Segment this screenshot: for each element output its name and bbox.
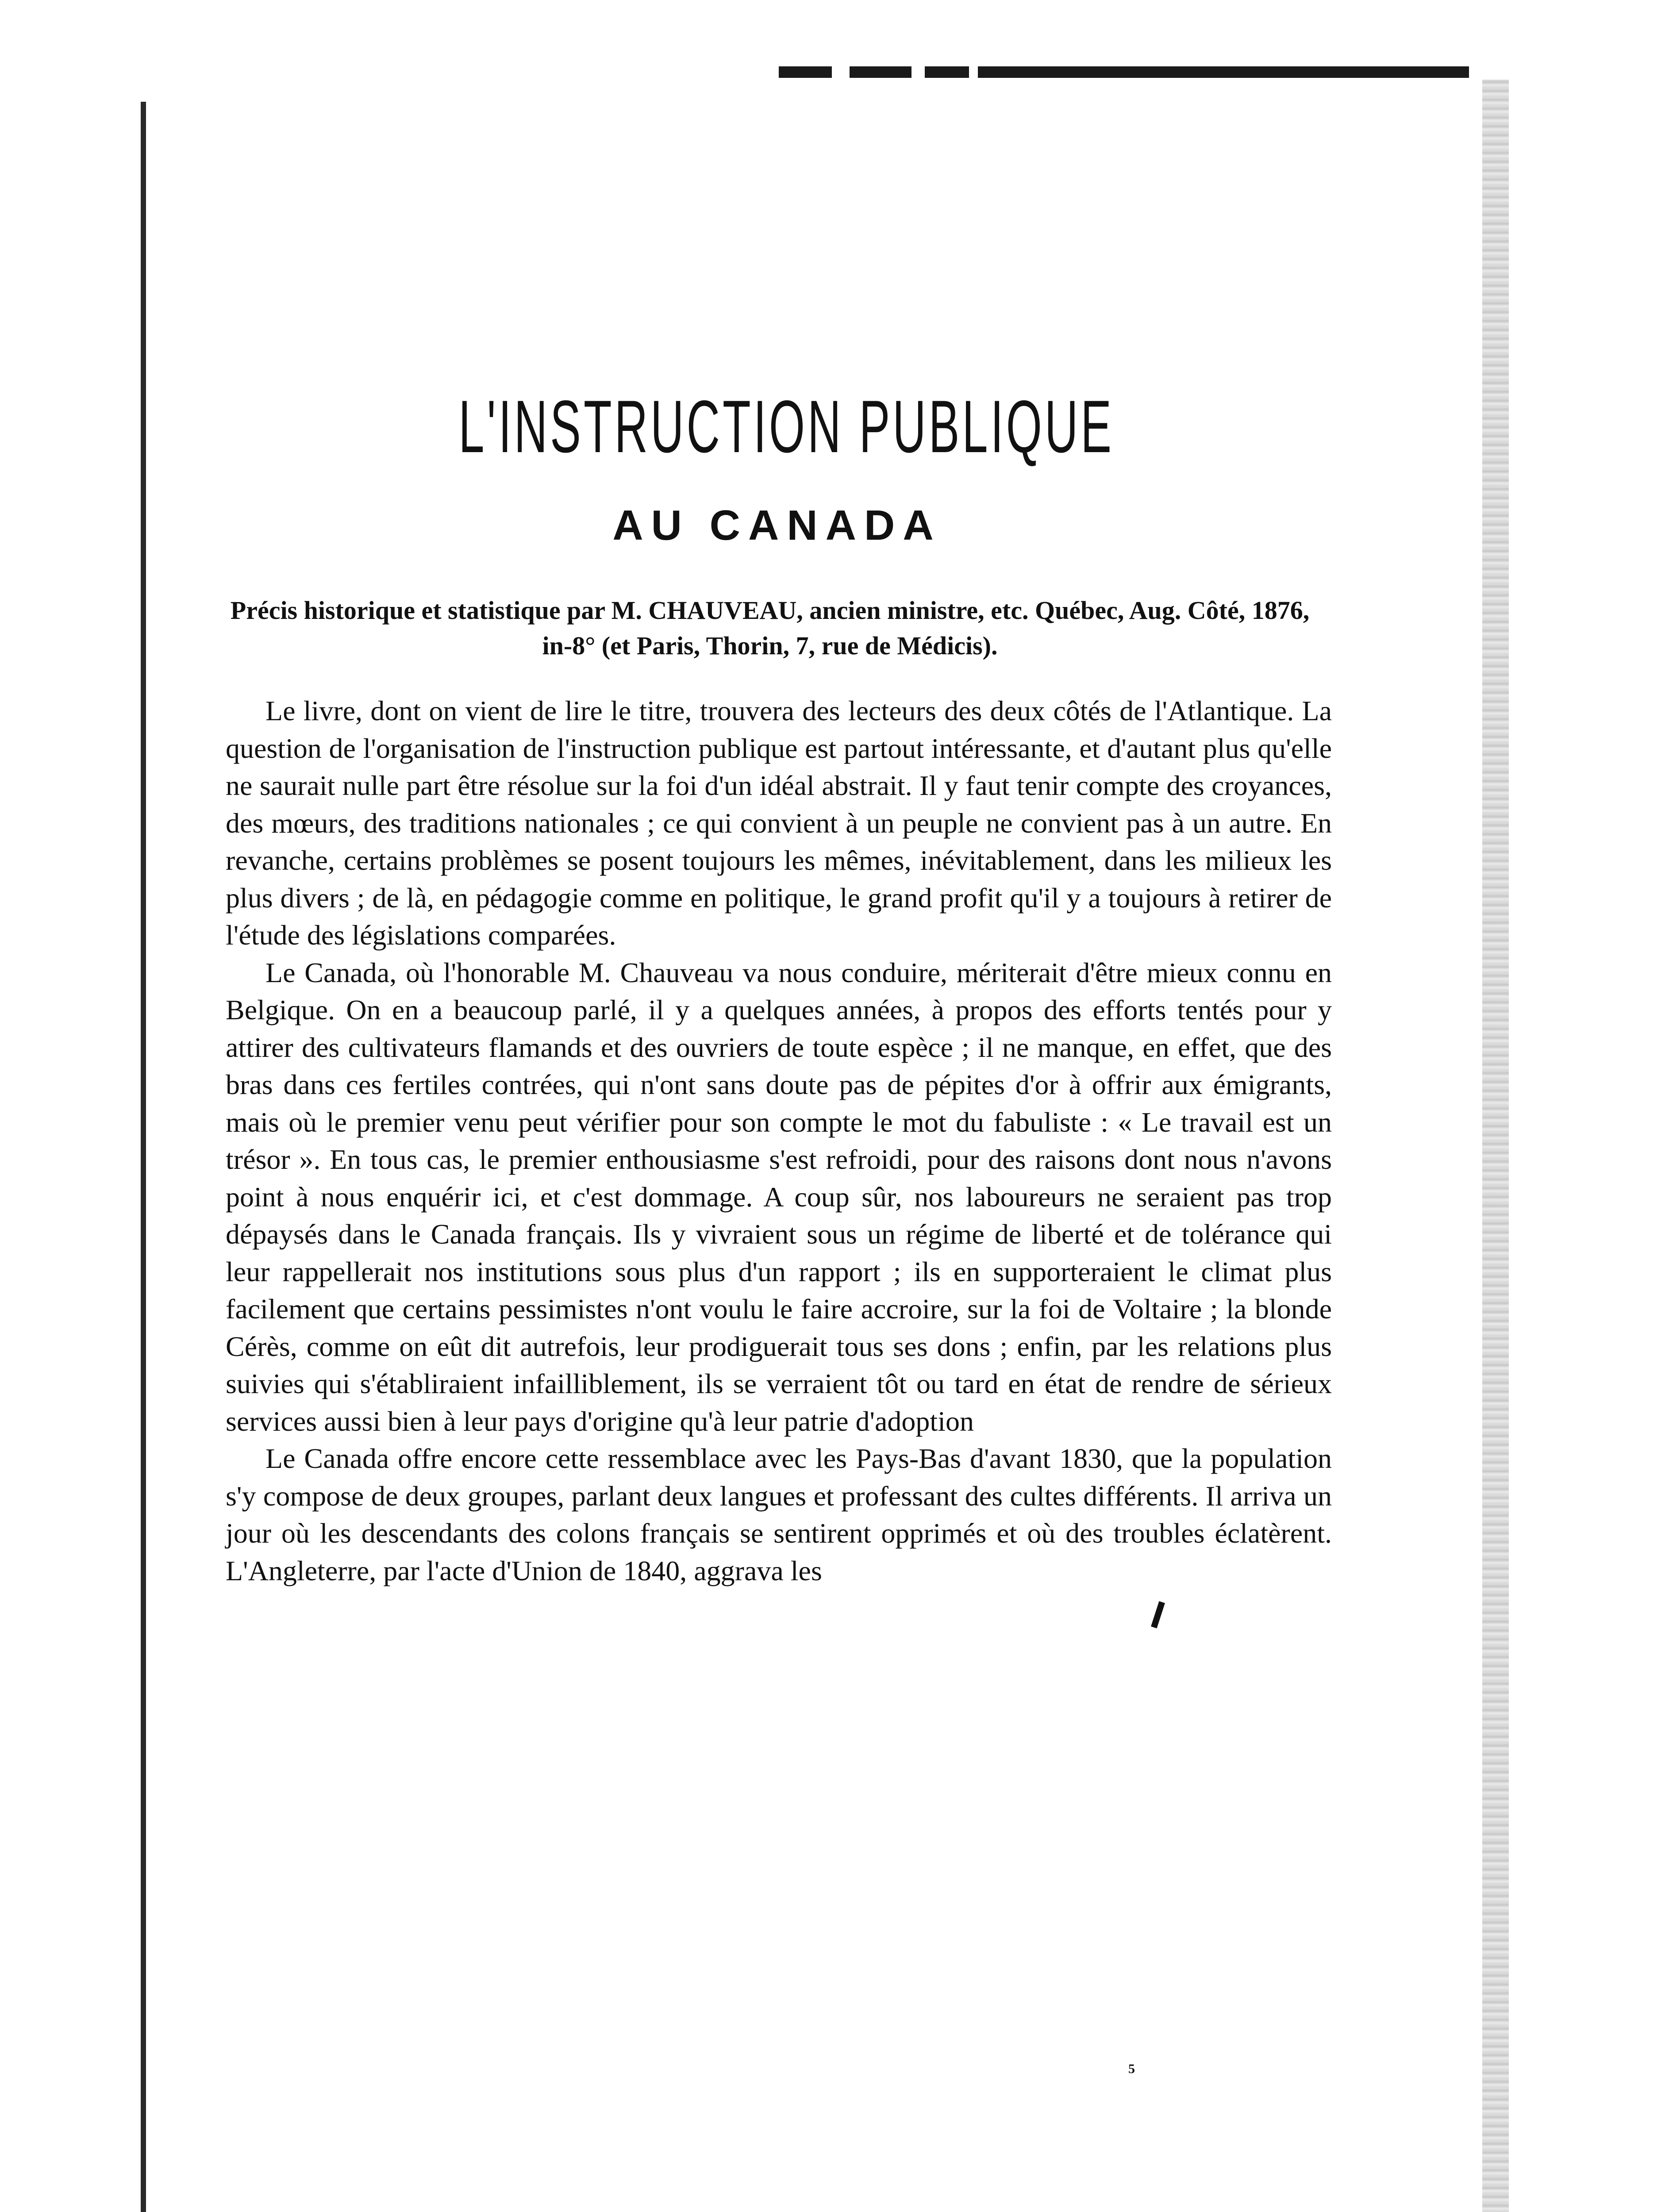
ink-mark — [1151, 1601, 1165, 1628]
scan-top-rule-gap — [969, 66, 978, 78]
page-subtitle: AU CANADA — [612, 502, 942, 549]
scan-top-rule-gap — [911, 66, 925, 78]
paragraph: Le Canada offre encore cette ressemblace avec les Pays-Bas d'avant 1830, que la population s'y compose de deux groupes, parlant deux langues et professant des cultes différents. Il arriva un jour où les descendants des colons français se sentirent opprimés et où des troubles éclatèrent. L'Angleterre, par l'acte d'Union de 1840, aggrava les — [226, 1443, 1332, 1586]
article-body — [226, 692, 1332, 1590]
scan-top-rule-gap — [832, 66, 850, 78]
paragraph: Le Canada, où l'honorable M. Chauveau va nous conduire, mériterait d'être mieux connu en Belgique. On en a beaucoup parlé, il y a quelques années, à propos des efforts tentés pour y attirer des cultivateurs flamands et des ouvriers de toute espèce ; il ne manque, en effet, que des bras dans ces fertiles contrées, qui n'ont sans doute pas de pépites d'or à offrir aux émigrants, mais où le premier venu peut vérifier pour son compte le mot du fabuliste : « Le travail est un trésor ». En tous cas, le premier enthousiasme s'est refroidi, pour des raisons dont nous n'avons point à nous enquérir ici, et c'est dommage. A coup sûr, nos laboureurs ne seraient pas trop dépaysés dans le Canada français. Ils y vivraient sous un régime de liberté et de tolérance qui leur rappellerait nos institutions sous plus d'un rapport ; ils en supporteraient le climat plus facilement que certains pessimistes n'ont voulu le faire accroire, sur la foi de Voltaire ; la blonde Cérès, comme on eût dit autrefois, leur prodiguerait tous ses dons ; enfin, par les relations plus suivies qui s'établiraient infailliblement, ils se verraient tôt ou tard en état de rendre de sérieux services aussi bien à leur pays d'origine qu'à leur patrie d'adoption — [226, 956, 1332, 1437]
scan-left-edge — [141, 102, 146, 2212]
page-title: L'INSTRUCTION PUBLIQUE — [458, 385, 1115, 468]
page-number: 5 — [1128, 2062, 1135, 2076]
scan-right-edge — [1482, 80, 1509, 2212]
paragraph: Le livre, dont on vient de lire le titre, trouvera des lecteurs des deux côtés de l'Atlantique. La question de l'organisation de l'instruction publique est partout intéressante, et d'autant plus qu'elle ne saurait nulle part être résolue sur la foi d'un idéal abstrait. Il y faut tenir compte des croyances, des mœurs, des traditions nationales ; ce qui convient à un peuple ne convient pas à un autre. En revanche, certains problèmes se posent toujours les mêmes, inévitablement, dans les milieux les plus divers ; de là, en pédagogie comme en politique, le grand profit qu'il y a toujours à retirer de l'étude des législations comparées. — [226, 695, 1332, 951]
book-reference: Précis historique et statistique par M. CHAUVEAU, ancien ministre, etc. Québec, Aug. Côté, 1876, in-8° (et Paris, Thorin, 7, rue de Médicis). — [230, 596, 1310, 660]
scan-top-rule — [779, 66, 1469, 78]
